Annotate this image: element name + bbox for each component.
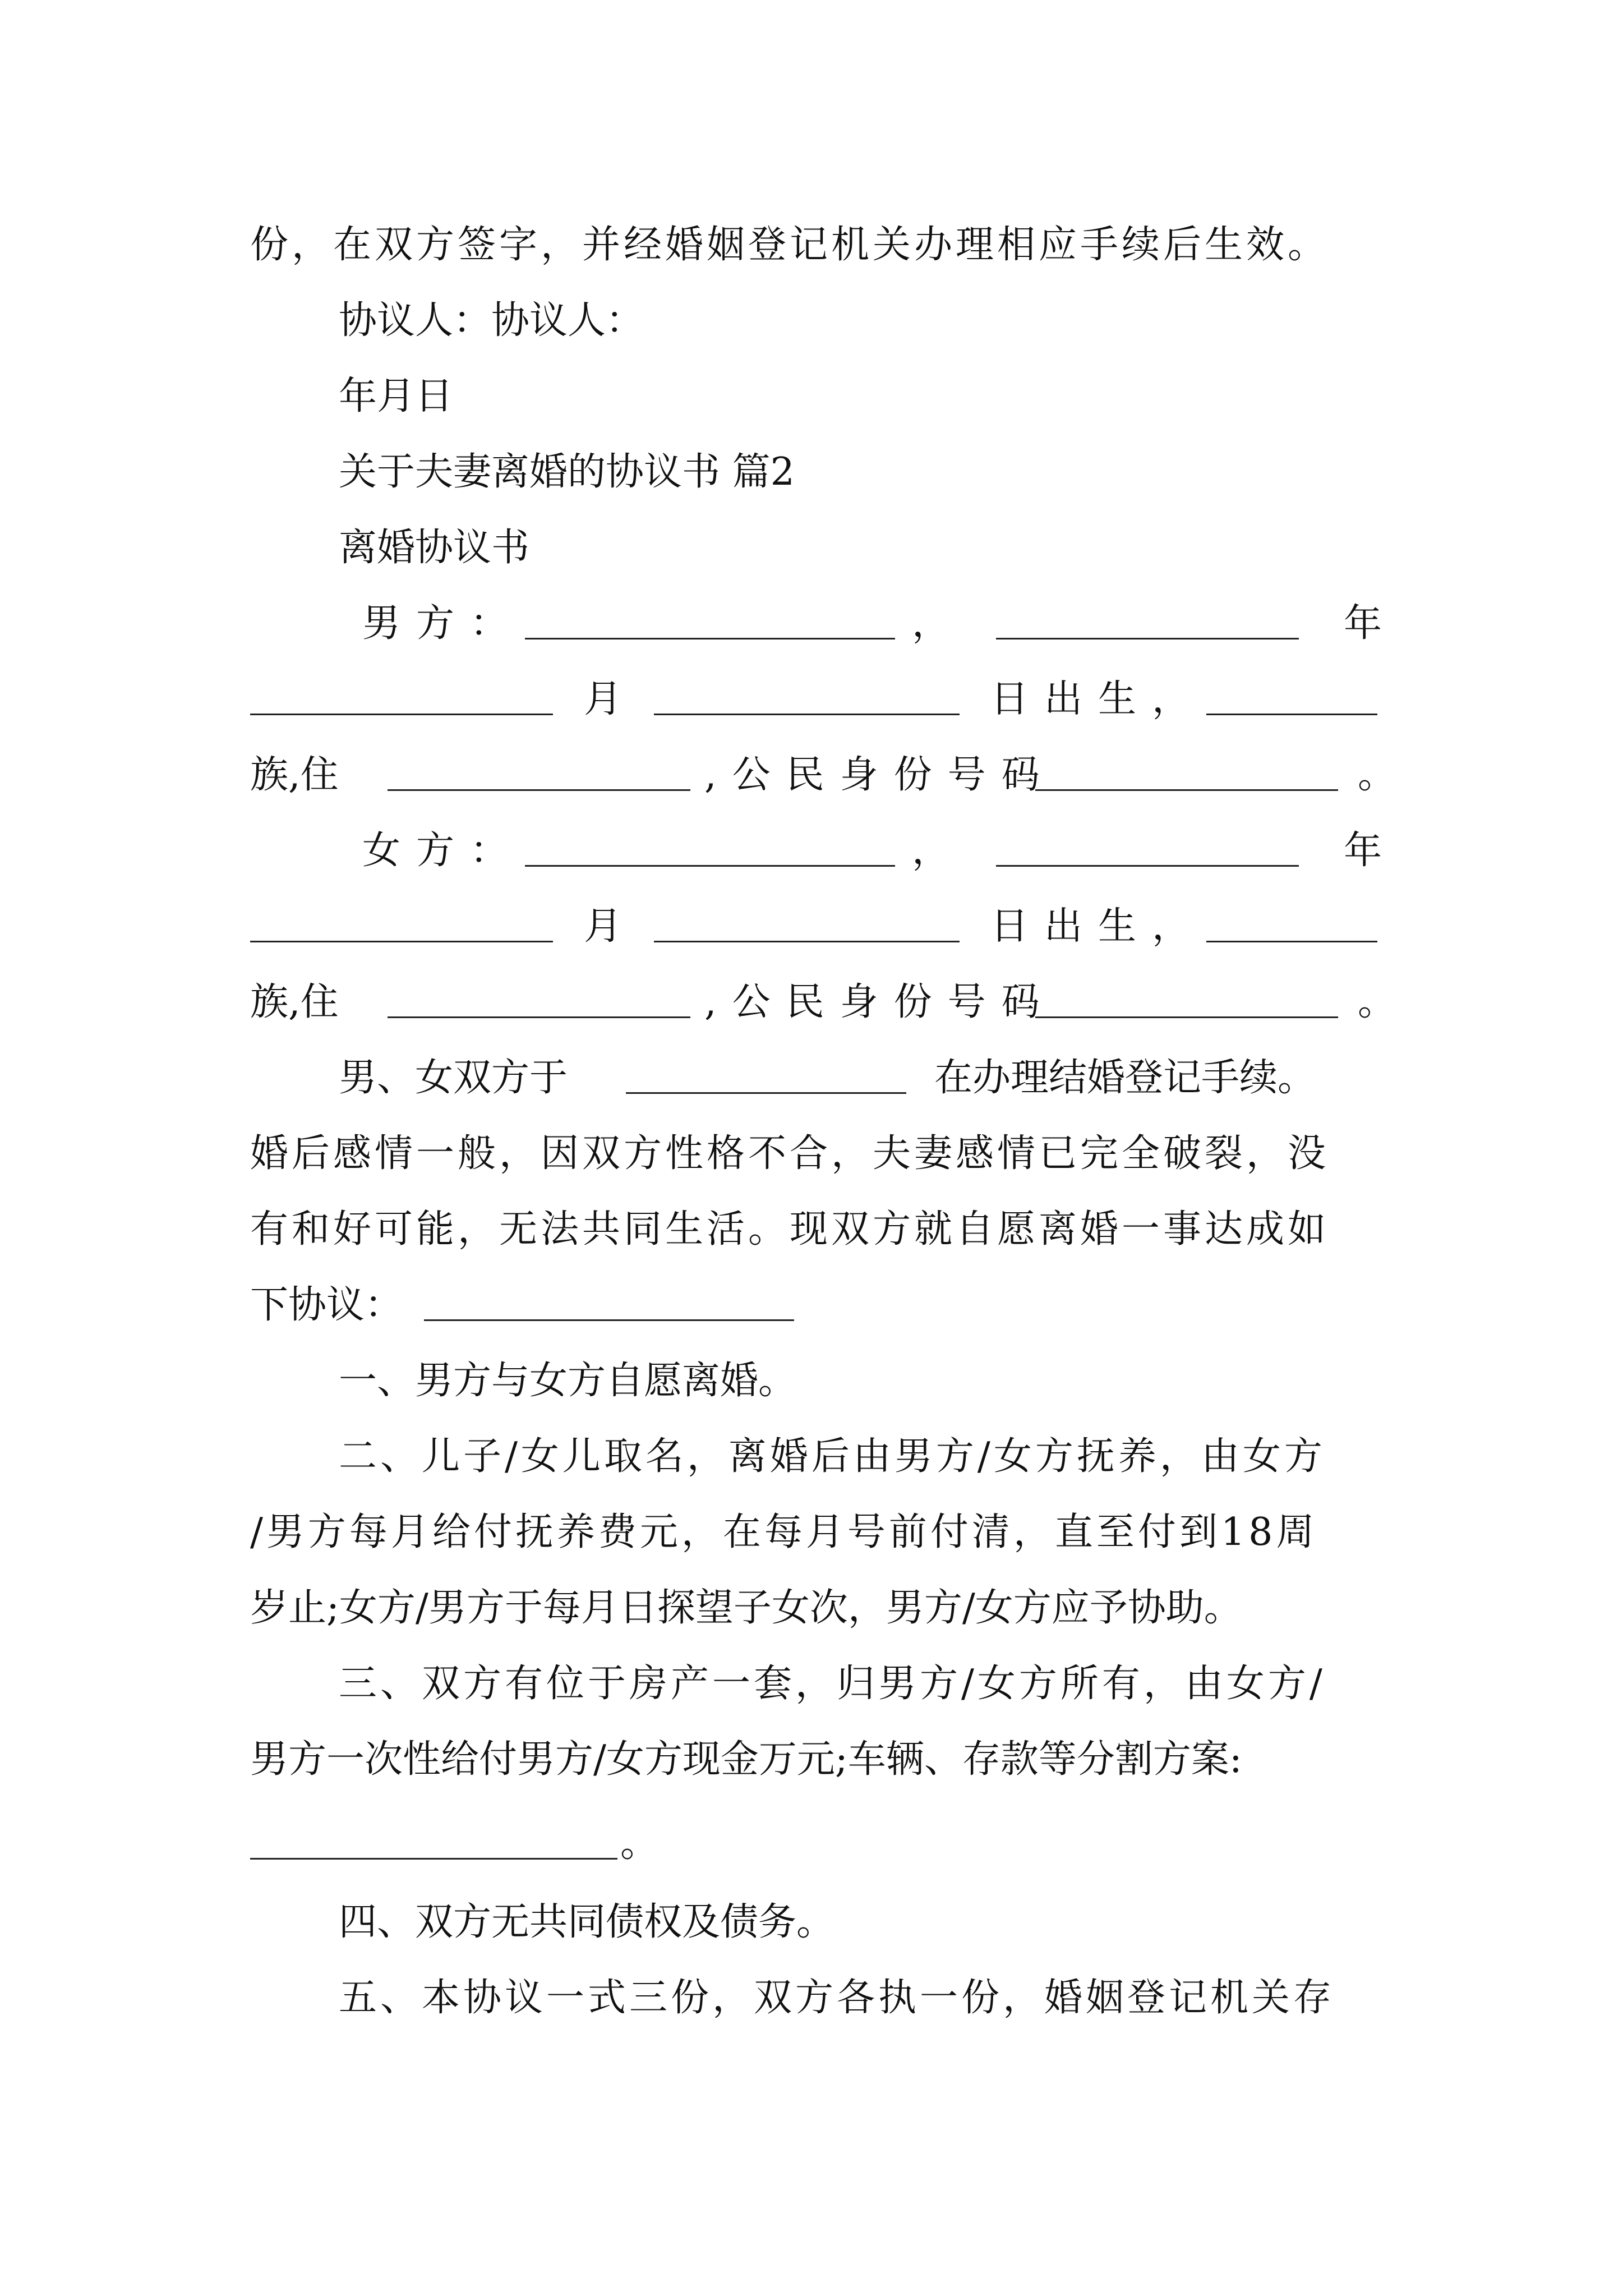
text-line-1 bbox=[250, 214, 1389, 276]
signers-line bbox=[339, 290, 1389, 352]
male-day-born: 日出生， bbox=[990, 677, 1206, 721]
text-segment: 岁止;女方/男方于每月日探望子女次，男方/女方应予协助。 bbox=[250, 1586, 1242, 1630]
female-line-2 bbox=[250, 896, 1389, 958]
clause-5 bbox=[339, 1967, 1389, 2029]
male-end: 。 bbox=[1358, 753, 1396, 797]
text-segment: 婚后感情一般，因双方性格不合，夫妻感情已完全破裂，没 bbox=[250, 1131, 1330, 1176]
blank-field bbox=[1035, 1016, 1338, 1018]
marriage-b: 在办理结婚登记手续。 bbox=[934, 1056, 1316, 1100]
female-line-3 bbox=[250, 972, 1396, 1033]
clause-5-text: 五、本协议一式三份，双方各执一份，婚姻登记机关存 bbox=[339, 1976, 1335, 2020]
clause-3-end: 。 bbox=[620, 1821, 659, 1866]
blank-field bbox=[626, 1092, 906, 1094]
text-segment: 三、双方有位于房产一套，归男方/女方所有，由女方/ bbox=[339, 1662, 1326, 1706]
male-id-label: ,公民身份号码 bbox=[704, 753, 1055, 797]
blank-field bbox=[654, 941, 960, 942]
marriage-line-1 bbox=[250, 1047, 1389, 1109]
text-segment: /男方每月给付抚养费元，在每月号前付清，直至付到18周 bbox=[250, 1510, 1318, 1554]
blank-field bbox=[1206, 941, 1377, 942]
blank-field bbox=[1035, 789, 1338, 791]
text-segment: 男方一次性给付男方/女方现金万元;车辆、存款等分割方案: bbox=[250, 1737, 1242, 1782]
section-title bbox=[339, 441, 1389, 503]
female-comma: ， bbox=[912, 829, 951, 873]
clause-1 bbox=[339, 1350, 1389, 1412]
male-line-2 bbox=[250, 669, 1389, 730]
female-day-born: 日出生， bbox=[990, 904, 1206, 949]
blank-field bbox=[996, 638, 1299, 639]
clause-2-line-2 bbox=[250, 1502, 1389, 1563]
marriage-line-3 bbox=[250, 1199, 1389, 1260]
female-line-1 bbox=[250, 820, 1389, 882]
male-ethnic-live: 族,住 bbox=[250, 753, 339, 797]
text-segment: 份，在双方签字，并经婚姻登记机关办理相应手续后生效。 bbox=[250, 223, 1330, 267]
text-segment: 二、儿子/女儿取名，离婚后由男方/女方抚养，由女方 bbox=[339, 1434, 1326, 1479]
female-end: 。 bbox=[1358, 980, 1396, 1024]
blank-field bbox=[1206, 714, 1377, 715]
clause-3-line-3 bbox=[250, 1813, 1389, 1875]
date-text: 年月日 bbox=[339, 374, 454, 418]
clause-1-text: 一、男方与女方自愿离婚。 bbox=[339, 1359, 797, 1403]
male-label: 男方： bbox=[362, 601, 524, 646]
date-line bbox=[339, 366, 1389, 427]
blank-field bbox=[388, 1016, 690, 1018]
marriage-a: 男、女双方于 bbox=[339, 1056, 568, 1100]
agreement-title bbox=[339, 517, 1389, 579]
blank-field bbox=[388, 789, 690, 791]
clause-2-line-3 bbox=[250, 1577, 1389, 1639]
marriage-line-4 bbox=[250, 1274, 1389, 1336]
blank-field bbox=[250, 714, 553, 715]
marriage-4: 下协议： bbox=[250, 1283, 403, 1327]
marriage-line-2 bbox=[250, 1123, 1389, 1185]
male-line-3 bbox=[250, 744, 1396, 806]
clause-3-line-1 bbox=[339, 1653, 1389, 1715]
agreement-title-text: 离婚协议书 bbox=[339, 526, 530, 570]
clause-3-line-2 bbox=[250, 1729, 1389, 1791]
signers-text: 协议人：协议人： bbox=[339, 298, 644, 343]
blank-field bbox=[996, 865, 1299, 867]
female-month: 月 bbox=[584, 904, 623, 949]
male-month: 月 bbox=[584, 677, 623, 721]
blank-field bbox=[250, 1858, 617, 1860]
female-label: 女方： bbox=[362, 829, 524, 873]
blank-field bbox=[424, 1319, 794, 1321]
blank-field bbox=[525, 638, 895, 639]
female-id-label: ,公民身份号码 bbox=[704, 980, 1055, 1024]
male-year: 年 bbox=[1344, 601, 1382, 646]
blank-field bbox=[654, 714, 960, 715]
blank-field bbox=[525, 865, 895, 867]
blank-field bbox=[250, 941, 553, 942]
clause-4 bbox=[339, 1892, 1389, 1953]
section-title-text: 关于夫妻离婚的协议书 篇2 bbox=[339, 450, 795, 494]
clause-4-text: 四、双方无共同债权及债务。 bbox=[339, 1900, 835, 1944]
female-year: 年 bbox=[1344, 829, 1382, 873]
female-ethnic-live: 族,住 bbox=[250, 980, 339, 1024]
male-comma: ， bbox=[912, 601, 951, 646]
clause-2-line-1 bbox=[339, 1426, 1389, 1488]
male-line-1 bbox=[250, 593, 1389, 655]
text-segment: 有和好可能，无法共同生活。现双方就自愿离婚一事达成如 bbox=[250, 1207, 1330, 1251]
